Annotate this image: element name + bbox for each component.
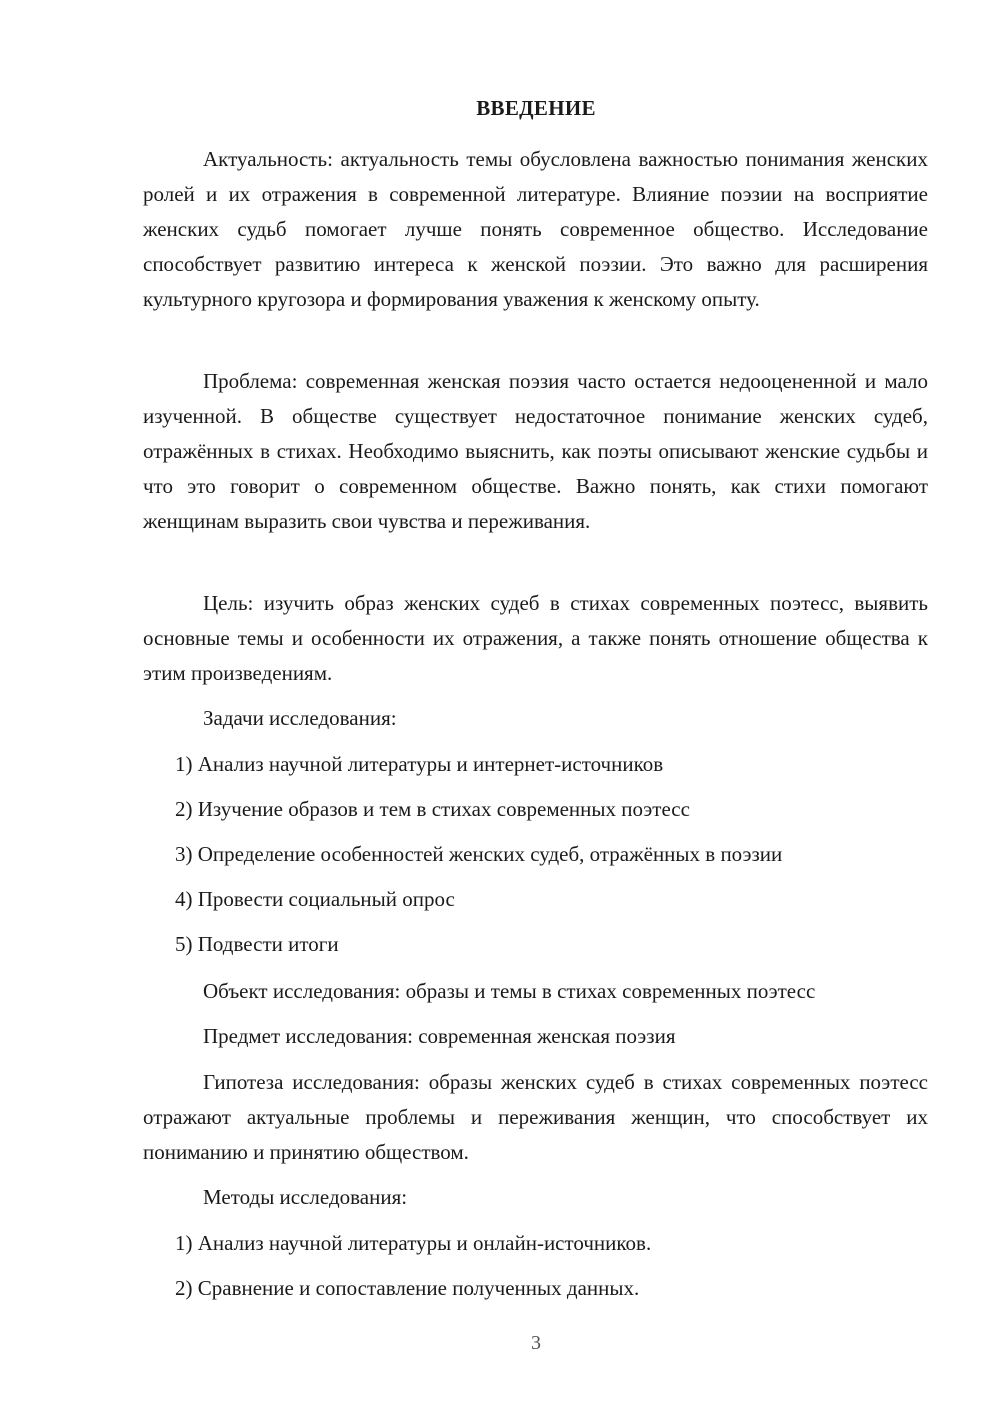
problem-paragraph: Проблема: современная женская поэзия часто остается недооцененной и мало изученной. В обществе существует недостаточное понимание женских судеб, отражённых в стихах. Необходимо выяснить, как поэты описывают женские судьбы и что это говорит о современном обществе. Важно понять, как стихи помогают женщинам выразить свои чувства и переживания. [143,369,928,533]
method-item-2: 2) Сравнение и сопоставление полученных данных. [175,1276,640,1300]
goal-paragraph: Цель: изучить образ женских судеб в стихах современных поэтесс, выявить основные темы и особенности их отражения, а также понять отношение общества к этим произведениям. [143,591,928,685]
task-item-5: 5) Подвести итоги [175,932,339,956]
page-number: 3 [531,1332,541,1354]
method-item-1: 1) Анализ научной литературы и онлайн-источников. [175,1231,652,1255]
task-item-2: 2) Изучение образов и тем в стихах современных поэтесс [175,797,690,821]
methods-label: Методы исследования: [203,1185,408,1209]
task-item-1: 1) Анализ научной литературы и интернет-источников [175,752,664,776]
research-subject: Предмет исследования: современная женская поэзия [203,1024,676,1048]
relevance-paragraph: Актуальность: актуальность темы обусловлена важностью понимания женских ролей и их отражения в современной литературе. Влияние поэзии на восприятие женских судьб помогает лучше понять современное общество. Исследование способствует развитию интереса к женской поэзии. Это важно для расширения культурного кругозора и формирования уважения к женскому опыту. [143,147,928,311]
task-item-4: 4) Провести социальный опрос [175,887,455,911]
hypothesis-paragraph: Гипотеза исследования: образы женских судеб в стихах современных поэтесс отражают актуальные проблемы и переживания женщин, что способствует их пониманию и принятию обществом. [143,1070,928,1164]
task-item-3: 3) Определение особенностей женских судеб, отражённых в поэзии [175,842,783,866]
research-object: Объект исследования: образы и темы в стихах современных поэтесс [203,979,816,1003]
tasks-label: Задачи исследования: [203,706,397,730]
section-heading: ВВЕДЕНИЕ [476,96,596,120]
